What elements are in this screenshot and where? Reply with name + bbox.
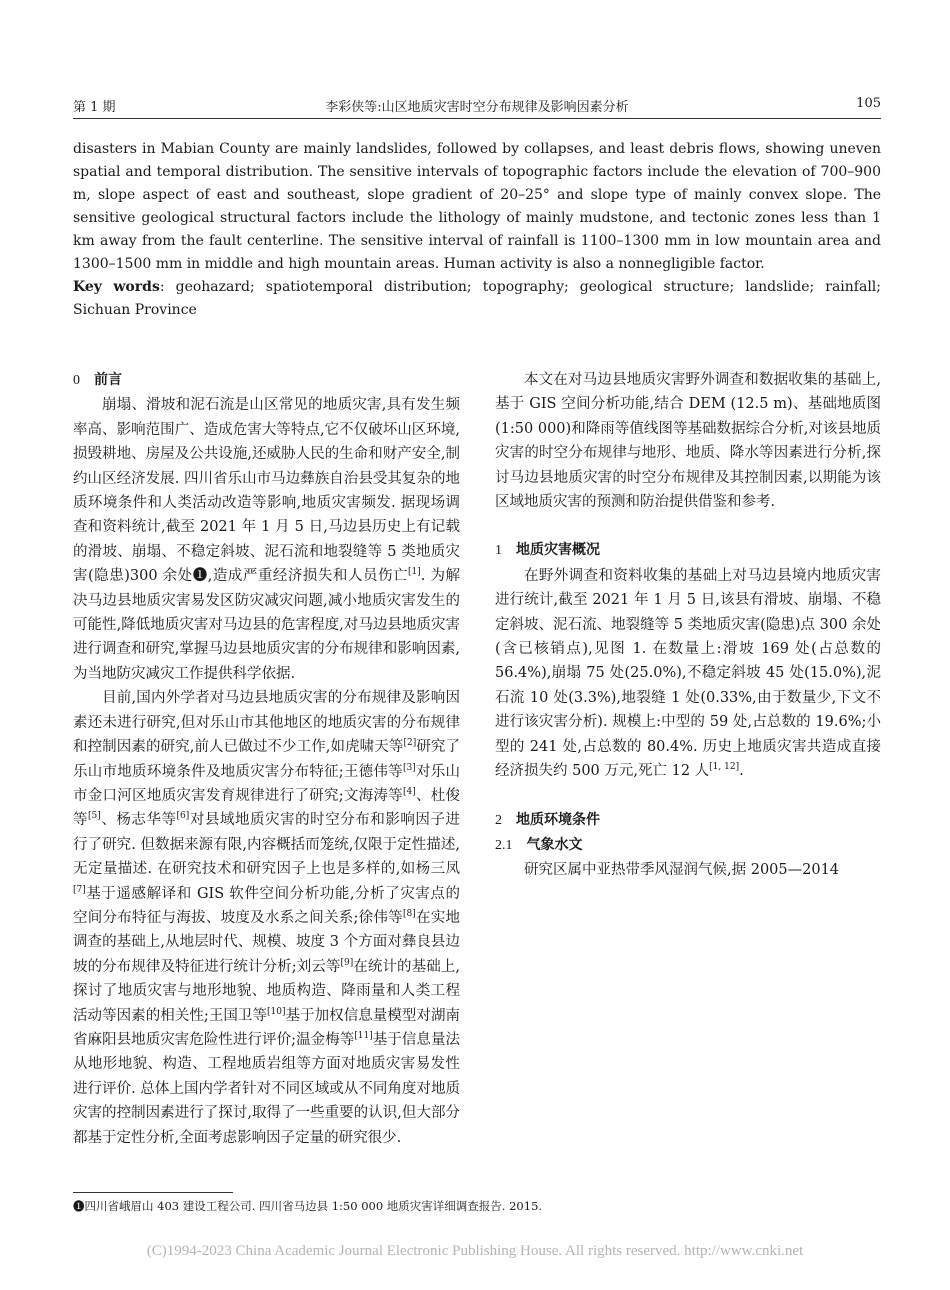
section-2-1-paragraph-1: 研究区属中亚热带季风湿润气候,据 2005—2014 — [524, 862, 840, 879]
section-0-heading: 0 前言 — [73, 372, 122, 388]
section-2-heading: 2 地质环境条件 — [495, 811, 600, 828]
section-0-paragraph-2: 目前,国内外学者对马边县地质灾害的分布规律及影响因素还未进行研究,但对乐山市其他地区的地质灾害的分布规律和控制因素的研究,前人已做过不少工作,如虎啸天等[2]研究了乐山市地质环境条件及地质灾害分布特征;王德伟等[3]对乐山市金口河区地质灾害发育规律进行了研究;文海涛等[4]、杜俊等[5]、杨志华等[6]对县域地质灾害的时空分布和影响因子进行了研究. 但数据来源有限,内容概括而笼统,仅限于定性描述,无定量描述. 在研究技术和研究因子上也是多样的,如杨三凤[7]基于遥感解译和 GIS 软件空间分析功能,分析了灾害点的空间分布特征与海拔、坡度及水系之间关系;徐伟等[8]在实地调查的基础上,从地层时代、规模、坡度 3 个方面对彝良县边坡的分布规律及特征进行统计分析;刘云等[9]在统计的基础上,探讨了地质灾害与地形地貌、地质构造、降雨量和人类工程活动等因素的相关性;王国卫等[10]基于加权信息量模型对湖南省麻阳县地质灾害危险性进行评价;温金梅等[11]基于信息量法从地形地貌、构造、工程地质岩组等方面对地质灾害易发性进行评价. 总体上国内学者针对不同区域或从不同角度对地质灾害的控制因素进行了探讨,取得了一些重要的认识,但大部分都基于定性分析,全面考虑影响因子定量的研究很少. — [73, 690, 461, 1146]
section-2-1-heading: 2.1 气象水文 — [495, 836, 583, 853]
citation[interactable]: [7] — [73, 884, 86, 895]
footnote: ❶四川省峨眉山 403 建设工程公司. 四川省马边县 1:50 000 地质灾害详细调查报告. 2015. — [73, 1199, 543, 1213]
citation[interactable]: [4] — [402, 786, 416, 797]
keywords-label: Key words — [73, 279, 160, 295]
section-1-heading: 1 地质灾害概况 — [495, 542, 600, 559]
header-rule — [73, 118, 881, 119]
issue-number: 第 1 期 — [73, 100, 116, 115]
keywords — [73, 276, 881, 322]
citation[interactable]: [9] — [340, 957, 354, 968]
copyright-watermark: (C)1994-2023 China Academic Journal Electronic Publishing House. All rights reserved. http://www.cnki.net — [146, 1243, 804, 1259]
citation[interactable]: [6] — [176, 811, 190, 822]
citation[interactable]: [2] — [403, 738, 417, 749]
citation[interactable]: [1] — [408, 567, 421, 578]
citation[interactable]: [5] — [88, 811, 101, 822]
citation[interactable]: [1, 12] — [709, 762, 740, 773]
running-title: 李彩侠等:山区地质灾害时空分布规律及影响因素分析 — [325, 100, 629, 115]
left-column — [73, 368, 460, 1150]
english-abstract — [73, 138, 881, 322]
running-header — [73, 96, 881, 118]
page-number: 105 — [856, 96, 881, 111]
footnote-rule — [73, 1192, 233, 1193]
section-1-paragraph-1: 在野外调查和资料收集的基础上对马边县境内地质灾害进行统计,截至 2021 年 1 月 5 日,该县有滑坡、崩塌、不稳定斜坡、泥石流、地裂缝等 5 类地质灾害(隐患)点 300 余处(含已核销点),见图 1. 在数量上:滑坡 169 处(占总数的 56.4%),崩塌 75 处(25.0%),不稳定斜坡 45 处(15.0%),泥石流 10 处(3.3%),地裂缝 1 处(0.33%,由于数量少,下文不进行该灾害分析). 规模上:中型的 59 处,占总数的 19.6%;小型的 241 处,占总数的 80.4%. 历史上地质灾害共造成直接经济损失约 500 万元,死亡 12 人[1, 12]. — [495, 567, 881, 780]
citation[interactable]: [11] — [354, 1030, 373, 1041]
citation[interactable]: [8] — [402, 908, 416, 919]
citation[interactable]: [10] — [267, 1006, 286, 1017]
section-0-paragraph-3: 本文在对马边县地质灾害野外调查和数据收集的基础上,基于 GIS 空间分析功能,结合 DEM (12.5 m)、基础地质图(1:50 000)和降雨等值线图等基础数据综合分析,对该县地质灾害的时空分布规律与地形、地质、降水等因素进行分析,探讨马边县地质灾害的时空分布规律及其控制因素,以期能为该区域地质灾害的预测和防治提供借鉴和参考. — [495, 372, 881, 511]
right-column — [495, 368, 881, 883]
section-0-paragraph-1: 崩塌、滑坡和泥石流是山区常见的地质灾害,具有发生频率高、影响范围广、造成危害大等特点,它不仅破坏山区环境,损毁耕地、房屋及公共设施,还威胁人民的生命和财产安全,制约山区经济发展. 四川省乐山市马边彝族自治县受其复杂的地质环境条件和人类活动改造等影响,地质灾害频发. 据现场调查和资料统计,截至 2021 年 1 月 5 日,马边县历史上有记载的滑坡、崩塌、不稳定斜坡、泥石流和地裂缝等 5 类地质灾害(隐患)300 余处❶,造成严重经济损失和人员伤亡[1]. 为解决马边县地质灾害易发区防灾减灾问题,减小地质灾害发生的可能性,降低地质灾害对马边县的危害程度,对马边县地质灾害进行调查和研究,掌握马边县地质灾害的分布规律和影响因素,为当地防灾减灾工作提供科学依据. — [73, 397, 460, 682]
abstract-text: disasters in Mabian County are mainly landslides, followed by collapses, and least debris flows, showing uneven spatial and temporal distribution. The sensitive intervals of topographic factors include the elevation of 700–900 m, slope aspect of east and southeast, slope gradient of 20–25° and slope type of mainly convex slope. The sensitive geological structural factors include the lithology of mainly mudstone, and tectonic zones less than 1 km away from the fault centerline. The sensitive interval of rainfall is 1100–1300 mm in low mountain area and 1300–1500 mm in middle and high mountain areas. Human activity is also a nonnegligible factor. — [73, 141, 881, 272]
keywords-list: : geohazard; spatiotemporal distribution; topography; geological structure; landslide; rainfall; Sichuan Province — [73, 279, 881, 318]
citation[interactable]: [3] — [402, 762, 416, 773]
